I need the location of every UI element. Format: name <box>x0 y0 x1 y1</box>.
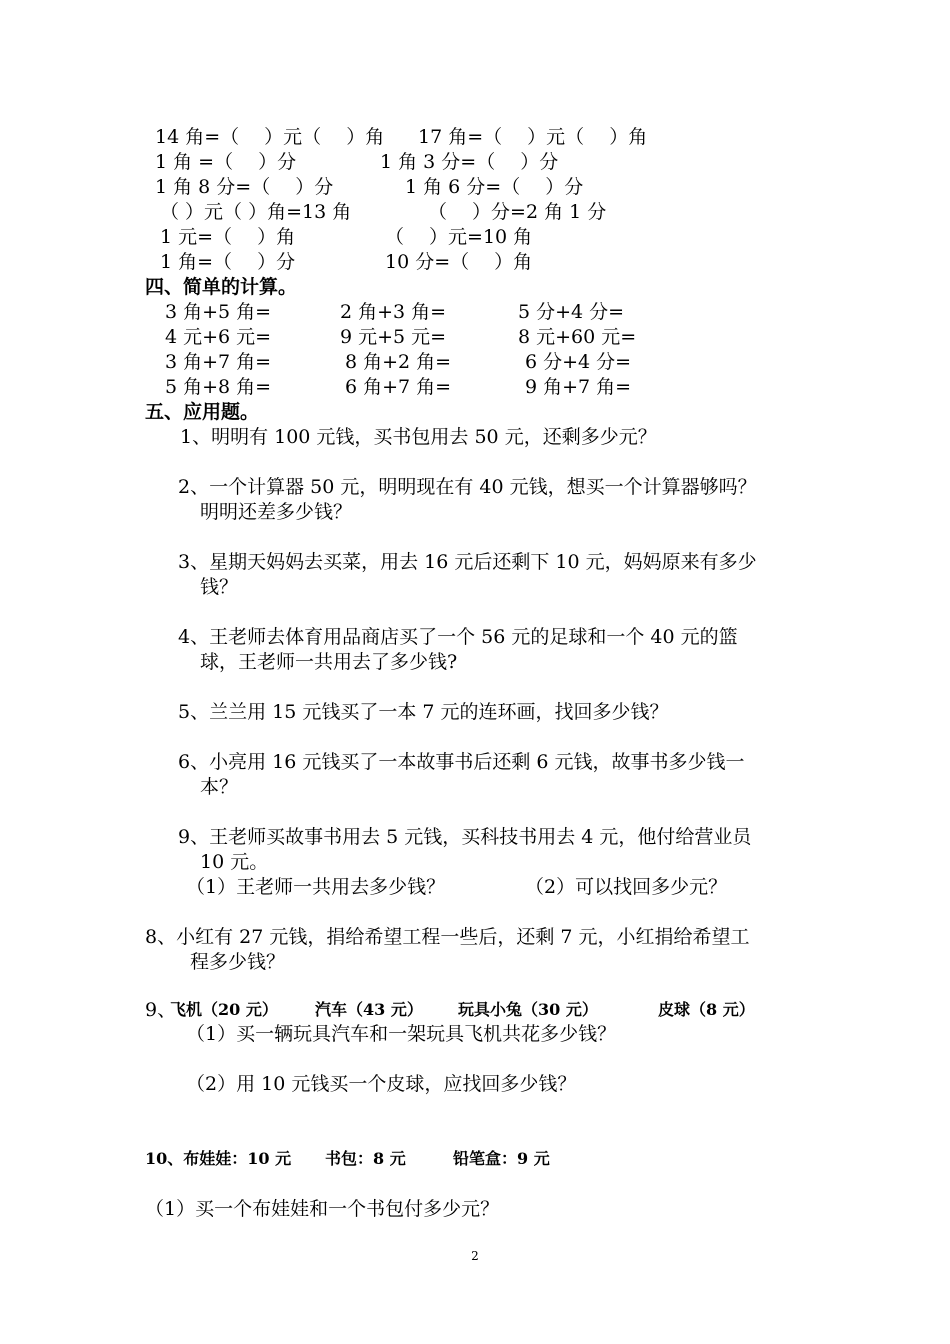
sub-question: （1）王老师一共用去多少钱？ <box>186 876 446 898</box>
price-item: 玩具小兔（30 元） <box>458 1000 598 1019</box>
section-title: 四、简单的计算。 <box>145 276 298 298</box>
conversion-item: 1 元=（ ）角 <box>160 226 296 248</box>
conversion-item: 17 角=（ ）元（ ）角 <box>418 126 648 148</box>
question-continued: 明明还差多少钱？ <box>200 501 353 523</box>
question-continued: 10 元。 <box>200 851 269 873</box>
sub-question: （2）可以找回多少元？ <box>525 876 728 898</box>
conversion-item: 1 角=（ ）分 <box>160 251 296 273</box>
question: 4、王老师去体育用品商店买了一个 56 元的足球和一个 40 元的篮 <box>178 626 738 648</box>
calc-item: 9 元+5 元= <box>340 326 447 348</box>
question: 9、王老师买故事书用去 5 元钱，买科技书用去 4 元，他付给营业员 <box>178 826 752 848</box>
calc-item: 8 角+2 角= <box>345 351 452 373</box>
calc-item: 3 角+5 角= <box>165 301 272 323</box>
price-item: 汽车（43 元） <box>315 1000 423 1019</box>
conversion-item: 10 分=（ ）角 <box>385 251 533 273</box>
question-continued: 钱？ <box>200 576 239 598</box>
calc-item: 4 元+6 元= <box>165 326 272 348</box>
conversion-item: （ ）元（ ）角=13 角 <box>160 201 352 223</box>
question-continued: 球，王老师一共用去了多少钱? <box>200 651 458 673</box>
conversion-item: 1 角 3 分=（ ）分 <box>380 151 559 173</box>
price-item: 10、布娃娃：10 元 <box>145 1149 292 1168</box>
price-item: 皮球（8 元） <box>658 1000 755 1019</box>
conversion-item: 1 角 =（ ）分 <box>155 151 297 173</box>
conversion-item: （ ）分=2 角 1 分 <box>428 201 607 223</box>
section-title: 五、应用题。 <box>145 401 260 423</box>
calc-item: 6 分+4 分= <box>525 351 632 373</box>
calc-item: 9 角+7 角= <box>525 376 632 398</box>
conversion-item: 14 角=（ ）元（ ）角 <box>155 126 385 148</box>
calc-item: 3 角+7 角= <box>165 351 272 373</box>
question-continued: 本？ <box>200 776 239 798</box>
calc-item: 5 角+8 角= <box>165 376 272 398</box>
page-number: 2 <box>471 1249 479 1263</box>
conversion-item: 1 角 6 分=（ ）分 <box>405 176 584 198</box>
question: 6、小亮用 16 元钱买了一本故事书后还剩 6 元钱，故事书多少钱一 <box>178 751 745 773</box>
conversion-item: 1 角 8 分=（ ）分 <box>155 176 334 198</box>
question-continued: 程多少钱？ <box>190 951 286 973</box>
sub-question: （1）买一辆玩具汽车和一架玩具飞机共花多少钱？ <box>186 1023 617 1045</box>
question: 8、小红有 27 元钱，捐给希望工程一些后，还剩 7 元，小红捐给希望工 <box>145 926 750 948</box>
calc-item: 6 角+7 角= <box>345 376 452 398</box>
sub-question: （2）用 10 元钱买一个皮球，应找回多少钱？ <box>186 1073 577 1095</box>
question: 5、兰兰用 15 元钱买了一本 7 元的连环画，找回多少钱？ <box>178 701 669 723</box>
calc-item: 8 元+60 元= <box>518 326 637 348</box>
price-item: 飞机（20 元） <box>170 1000 278 1019</box>
sub-question: （1）买一个布娃娃和一个书包付多少元？ <box>145 1198 500 1220</box>
question: 2、一个计算器 50 元，明明现在有 40 元钱，想买一个计算器够吗？ <box>178 476 757 498</box>
calc-item: 5 分+4 分= <box>518 301 625 323</box>
question-number: 9、 <box>145 999 177 1021</box>
conversion-item: （ ）元=10 角 <box>385 226 533 248</box>
question: 1、明明有 100 元钱，买书包用去 50 元，还剩多少元？ <box>180 426 657 448</box>
question: 3、星期天妈妈去买菜，用去 16 元后还剩下 10 元，妈妈原来有多少 <box>178 551 757 573</box>
price-item: 书包：8 元 <box>325 1149 406 1168</box>
price-item: 铅笔盒：9 元 <box>453 1149 550 1168</box>
calc-item: 2 角+3 角= <box>340 301 447 323</box>
